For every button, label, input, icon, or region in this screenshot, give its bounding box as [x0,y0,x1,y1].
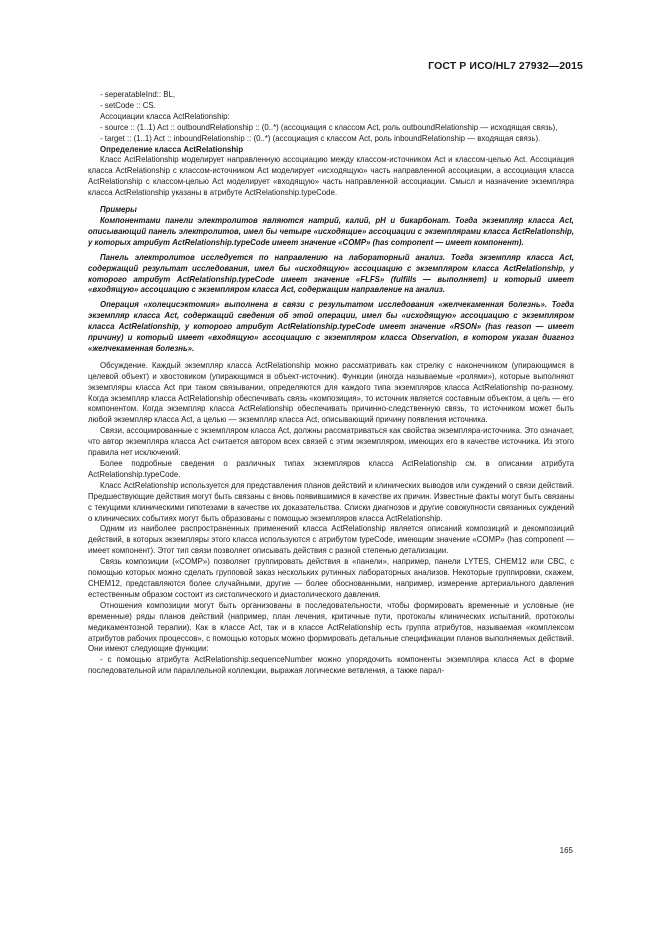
example-paragraph: Операция «холецисэктомия» выполнена в связи с результатом исследования «желчекаменная болезнь». Тогда экземпляр класса Act, содержащий сведения об этой операции, имел бы «исходящую» ассоциацию с экземпляром класса ActRelationship, у которого атрибут ActRelationship.typeCode имеет значение «RSON» (has reason — имеет причину) и который имеет «входящую» ассоциацию с экземпляром класса Observation, в котором указан диагноз «желчекаменная болезнь». [88,300,574,353]
document-body [88,90,574,677]
association-item: - source :: (1..1) Act :: outboundRelationship :: (0..*) (ассоциация с классом Act, роль outboundRelationship — исходящая связь), [100,122,558,132]
attribute-line: - setCode :: CS. [100,100,156,110]
examples-heading: Примеры [100,205,137,215]
example-paragraph: Панель электролитов исследуется по направлению на лабораторный анализ. Тогда экземпляр класса Act, содержащий результат исследования, имел бы «исходящую» ассоциацию с экземпляром класса ActRelationship, у которого атрибут ActRelationship.typeCode имеет значение «FLFS» (fulfills — выполняет) и который имеет «входящую» ассоциацию с экземпляром класса Act, содержащим направление на анализ. [88,252,574,295]
body-paragraph: Связи, ассоциированные с экземпляром класса Act, должны рассматриваться как свойства экземпляра-источника. Это означает, что автор экземпляра класса Act считается автором всех связей с этим экземпляром, имеющих его в качестве источника. Из этого правила нет исключений. [88,426,574,458]
body-paragraph: Класс ActRelationship моделирует направленную ассоциацию между классом-источником Act и классом-целью Act. Ассоциация класса ActRelationship с классом-источником Act моделирует «исходящую» часть направленной ассоциации, а ассоциация класса ActRelationship с классом-целью Act моделирует «входящую» часть направленной ассоциации. Смысл и назначение экземпляра класса ActRelationship указаны в атрибуте ActRelationship.typeCode. [88,155,574,198]
example-paragraph: Компонентами панели электролитов являются натрий, калий, pH и бикарбонат. Тогда экземпляр класса Act, описывающий панель электролитов, имел бы четыре «исходящие» ассоциации с экземплярами класса ActRelationship, у которых атрибут ActRelationship.typeCode имеет значение «COMP» (has component — имеет компонент). [88,215,574,247]
association-item: - target :: (1..1) Act :: inboundRelationship :: (0..*) (ассоциация с классом Act, роль inboundRelationship — входящая связь). [100,133,541,143]
page-number: 165 [559,846,573,855]
body-paragraph: Более подробные сведения о различных типах экземпляров класса ActRelationship см. в описании атрибута ActRelationship.typeCode. [88,459,574,479]
document-header: ГОСТ Р ИСО/HL7 27932—2015 [428,60,583,72]
attribute-line: - seperatableInd:: BL, [100,90,175,99]
body-paragraph: Класс ActRelationship используется для представления планов действий и клинических выводов или суждений о связи действий. Предшествующие действия могут быть связаны с вновь появившимися в качестве их причин. Известные факты могут быть связаны с текущими клиническими гипотезами в качестве их доказательства. Списки диагнозов и другие совокупности связанных суждений о клинических событиях могут быть образованы с помощью экземпляров класса ActRelationship. [88,480,574,523]
body-paragraph: Одним из наиболее распространенных применений класса ActRelationship является описаний композиций и декомпозиций действий, в которых экземпляры этого класса используются с атрибутом typeCode, имеющим значение «COMP» (has component — имеет компонент). Этот тип связи позволяет описывать действия с разной степенью детализации. [88,524,574,556]
body-paragraph: - с помощью атрибута ActRelationship.sequenceNumber можно упорядочить компоненты экземпляра класса Act в форме последовательной или параллельной коллекции, выражая логические ветвления, а также парал- [88,655,574,676]
body-paragraph: Обсуждение. Каждый экземпляр класса ActRelationship можно рассматривать как стрелку с наконечником (упирающимся в целевой объект) и хвостовиком (упирающимся в объект-источник). Функции (иногда называемые «ролями»), которые выполняют экземпляры класса Act при таком связывании, определяются для каждого типа экземпляров класса ActRelationship по-разному. Когда экземпляр класса ActRelationship обеспечивать связь «композиция», то источник является составным объектом, а цель — его компонентом. Когда экземпляр класса ActRelationship обеспечивать причинно-следственную связь, то источником может быть любой экземпляр класса Act, а целью — экземпляр класса Act, описывающий причину появления источника. [88,360,574,425]
body-paragraph: Отношения композиции могут быть организованы в последовательности, чтобы формировать временные и условные (не временные) ряды планов действий (например, план лечения, критичные пути, протоколы клинических испытаний, протоколы медикаментозной терапии). Как в классе Act, так и в классе ActRelationship есть группа атрибутов, называемая «комплексом атрибутов рабочих процессов», с помощью которых можно формировать детальные спецификации планов выполняемых действий. Они имеют следующие функции: [88,600,574,654]
associations-heading: Ассоциации класса ActRelationship: [100,111,230,121]
section-heading: Определение класса ActRelationship [100,144,244,154]
body-paragraph: Связь композиции («COMP») позволяет группировать действия в «панели», например, панели LYTES, CHEM12 или CBC, с помощью которых можно сделать групповой заказ нескольких рутинных лабораторных анализов. Некоторые группировки, скажем, CHEM12, представляются более случайными, другие — более обоснованными, например, измерение артериального давления естественным образом состоит из систолического и диастолического давления. [88,557,574,599]
